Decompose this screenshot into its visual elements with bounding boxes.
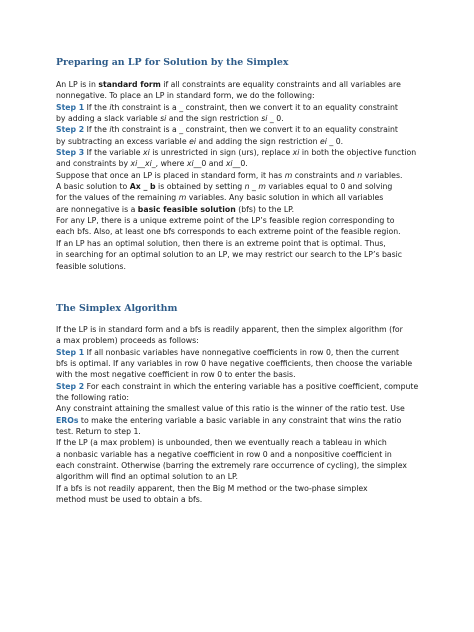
paragraph-line [56, 136, 466, 147]
paragraph-line [56, 426, 466, 437]
paragraph-line [56, 113, 466, 124]
text-run: xi [292, 148, 300, 158]
text-run: each bfs. Also, at least one bfs corresponds to each extreme point of the feasible region. [56, 227, 401, 237]
text-run: variables. [362, 170, 403, 180]
text-run: standard form [98, 80, 161, 89]
text-run: in searching for an optimal solution to an LP, we may restrict our search to the LP’s basic [56, 250, 403, 260]
text-run: by subtracting an excess variable [56, 136, 190, 146]
text-run: constraints and [292, 170, 358, 180]
paragraph-line [56, 204, 466, 215]
paragraph-line [56, 261, 466, 272]
text-run: i [109, 102, 112, 112]
paragraph-line [56, 335, 466, 346]
text-run: with the most negative coefficient in row 0 to enter the basis. [56, 370, 296, 380]
text-run: For each constraint in which the entering variable has a positive coefficient, compute [84, 381, 419, 391]
paragraph-line [56, 381, 466, 392]
paragraph-line [56, 483, 466, 494]
text-run: (bfs) to the LP. [235, 204, 295, 214]
text-run: m [284, 170, 293, 180]
text-run: if all constraints are equality constraints and all variables are [160, 80, 401, 89]
step-label: Step 2 [56, 125, 85, 135]
text-run: _ 0. [267, 114, 284, 124]
text-run: An LP is in [56, 80, 99, 89]
text-run: si [261, 114, 268, 124]
paragraph-line [56, 90, 466, 101]
step-label: Step 2 [56, 381, 85, 391]
paragraph-line [56, 347, 466, 358]
text-run: and constraints by [56, 159, 131, 169]
text-run: If a bfs is not readily apparent, then the Big M method or the two-phase simplex [56, 483, 368, 493]
text-run: xi [186, 159, 194, 169]
text-run: i [109, 125, 112, 135]
text-run: is obtained by setting [155, 182, 245, 192]
section-heading-preparing-lp: Preparing an LP for Solution by the Simplex [56, 57, 289, 68]
text-run: th constraint is a _ constraint, then we convert it to an equality constraint [111, 102, 398, 112]
text-run: xi__xi_ [130, 159, 156, 169]
text-run: n [357, 170, 363, 180]
text-run: ei [189, 136, 196, 146]
text-run: If the LP is in standard form and a bfs is readily apparent, then the simplex algorithm (for [56, 325, 403, 334]
text-run: xi [225, 159, 233, 169]
text-run: algorithm will find an optimal solution to an LP. [56, 472, 238, 482]
text-run: If the [84, 102, 110, 112]
text-run: nonnegative. To place an LP in standard form, we do the following: [56, 91, 315, 101]
paragraph-line [56, 181, 466, 192]
text-run: n _ m [244, 182, 266, 192]
text-run: feasible solutions. [56, 261, 126, 271]
paragraph-line [56, 79, 466, 90]
text-run: If the variable [84, 148, 144, 158]
paragraph-line [56, 124, 466, 135]
text-run: and the sign restriction [166, 114, 262, 124]
ero-link-text: EROs [56, 415, 79, 425]
step-label: Step 1 [56, 102, 85, 112]
step-label: Step 1 [56, 347, 85, 357]
paragraph-line [56, 415, 466, 426]
text-run: each constraint. Otherwise (barring the extremely rare occurrence of cycling), the simplex [56, 461, 407, 471]
paragraph-line [56, 238, 466, 249]
text-run: to make the entering variable a basic variable in any constraint that wins the ratio [78, 415, 402, 425]
text-run: a nonbasic variable has a negative coefficient in row 0 and a nonpositive coefficient in [56, 449, 392, 459]
section-body-simplex-algorithm [56, 324, 466, 506]
paragraph-line [56, 403, 466, 414]
text-run: Suppose that once an LP is placed in standard form, it has [56, 170, 285, 180]
text-run: xi [143, 148, 150, 158]
text-run: For any LP, there is a unique extreme point of the LP’s feasible region corresponding to [56, 216, 395, 226]
text-run: is unrestricted in sign (urs), replace [149, 148, 293, 158]
text-run: si [160, 114, 167, 124]
paragraph-line [56, 392, 466, 403]
paragraph-line [56, 192, 466, 203]
paragraph-line [56, 102, 466, 113]
paragraph-line [56, 215, 466, 226]
paragraph-line [56, 170, 466, 181]
text-run: the following ratio: [56, 393, 129, 403]
text-run: , where [155, 159, 187, 169]
step-label: Step 3 [56, 148, 85, 158]
paragraph-line [56, 460, 466, 471]
text-run: in both the objective function [299, 148, 417, 158]
text-run: ei [319, 136, 327, 146]
text-run: variables. Any basic solution in which all variables [186, 193, 384, 203]
paragraph-line [56, 158, 466, 169]
paragraph-line [56, 358, 466, 369]
text-run: If the [84, 125, 110, 135]
text-run: If an LP has an optimal solution, then there is an extreme point that is optimal. Thus, [56, 238, 386, 248]
paragraph-line [56, 324, 466, 335]
paragraph-line [56, 449, 466, 460]
paragraph-line [56, 369, 466, 380]
paragraph-line [56, 437, 466, 448]
text-run: are nonnegative is a [56, 204, 138, 214]
text-run: method must be used to obtain a bfs. [56, 495, 203, 505]
text-run: th constraint is a _ constraint, then we convert it to an equality constraint [111, 125, 398, 135]
text-run: Any constraint attaining the smallest value of this ratio is the winner of the ratio test. Use [56, 404, 405, 414]
text-run: a max problem) proceeds as follows: [56, 336, 199, 346]
text-run: m [178, 193, 187, 203]
section-body-standard-form [56, 79, 466, 272]
text-run: __0. [232, 159, 248, 169]
paragraph-line [56, 249, 466, 260]
text-run: test. Return to step 1. [56, 427, 141, 437]
text-run: If the LP (a max problem) is unbounded, then we eventually reach a tableau in which [56, 438, 387, 448]
text-run: and adding the sign restriction [196, 136, 320, 146]
text-run: A basic solution to [56, 182, 130, 192]
text-run: If all nonbasic variables have nonnegative coefficients in row 0, then the current [84, 347, 400, 357]
text-run: bfs is optimal. If any variables in row 0 have negative coefficients, then choose the variable [56, 359, 413, 369]
text-run: by adding a slack variable [56, 114, 161, 124]
section-heading-simplex-algorithm: The Simplex Algorithm [56, 303, 178, 314]
text-run: for the values of the remaining [56, 193, 179, 203]
text-run: _ 0. [326, 136, 344, 146]
text-run: Ax _ b [129, 182, 156, 192]
text-run: __0 and [193, 159, 226, 169]
paragraph-line [56, 471, 466, 482]
paragraph-line [56, 494, 466, 505]
paragraph-line [56, 147, 466, 158]
text-run: basic feasible solution [137, 204, 236, 214]
paragraph-line [56, 226, 466, 237]
text-run: variables equal to 0 and solving [265, 182, 393, 192]
